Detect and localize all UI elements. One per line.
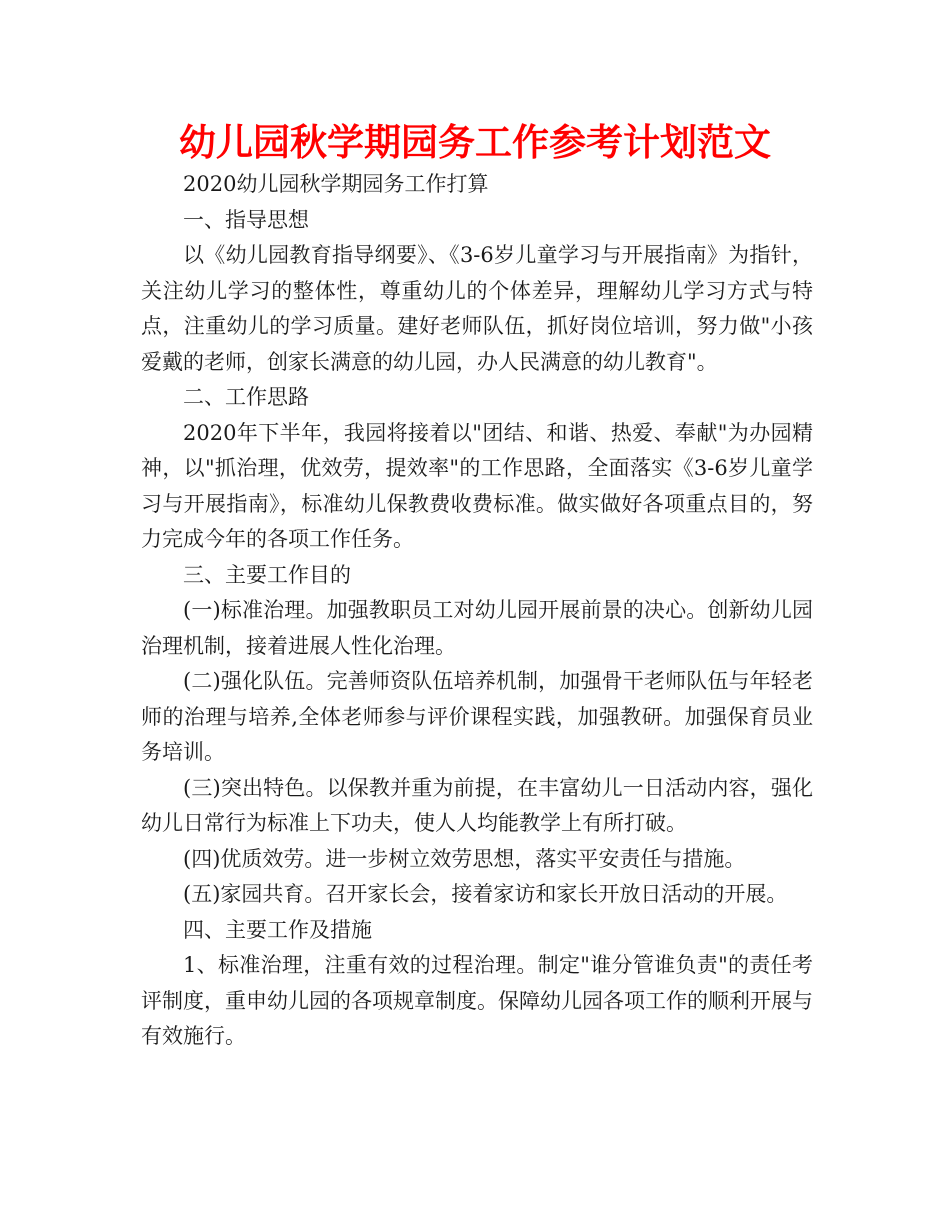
paragraph: (二)强化队伍。完善师资队伍培养机制，加强骨干老师队伍与年轻老师的治理与培养,全体老师参与评价课程实践，加强教研。加强保育员业务培训。 — [141, 669, 813, 764]
section-heading-2: 二、工作思路 — [183, 385, 309, 409]
paragraph-subtitle: 2020幼儿园秋学期园务工作打算 — [183, 172, 489, 196]
paragraph: (四)优质效劳。进一步树立效劳思想，落实平安责任与措施。 — [183, 846, 746, 871]
paragraph: (三)突出特色。以保教并重为前提，在丰富幼儿一日活动内容，强化幼儿日常行为标准上下功夫，使人人均能教学上有所打破。 — [141, 775, 813, 835]
document-body — [141, 167, 813, 1055]
document-title: 幼儿园秋学期园务工作参考计划范文 — [179, 121, 771, 164]
paragraph: 以《幼儿园教育指导纲要》、《3-6岁儿童学习与开展指南》为指针，关注幼儿学习的整体性，尊重幼儿的个体差异，理解幼儿学习方式与特点，注重幼儿的学习质量。建好老师队伍，抓好岗位培训，努力做"小孩爱戴的老师，创家长满意的幼儿园，办人民满意的幼儿教育"。 — [141, 243, 813, 374]
paragraph: 2020年下半年，我园将接着以"团结、和谐、热爱、奉献"为办园精神，以"抓治理，优效劳，提效率"的工作思路，全面落实《3-6岁儿童学习与开展指南》，标准幼儿保教费收费标准。做实做好各项重点目的，努力完成今年的各项工作任务。 — [141, 420, 813, 551]
paragraph: (一)标准治理。加强教职员工对幼儿园开展前景的决心。创新幼儿园治理机制，接着进展人性化治理。 — [141, 598, 813, 658]
paragraph: (五)家园共育。召开家长会，接着家访和家长开放日活动的开展。 — [183, 882, 788, 906]
paragraph: 1、标准治理，注重有效的过程治理。制定"谁分管谁负责"的责任考评制度，重申幼儿园的各项规章制度。保障幼儿园各项工作的顺利开展与有效施行。 — [141, 953, 813, 1048]
section-heading-3: 三、主要工作目的 — [183, 562, 351, 587]
section-heading-4: 四、主要工作及措施 — [183, 917, 372, 942]
section-heading-1: 一、指导思想 — [183, 207, 309, 232]
